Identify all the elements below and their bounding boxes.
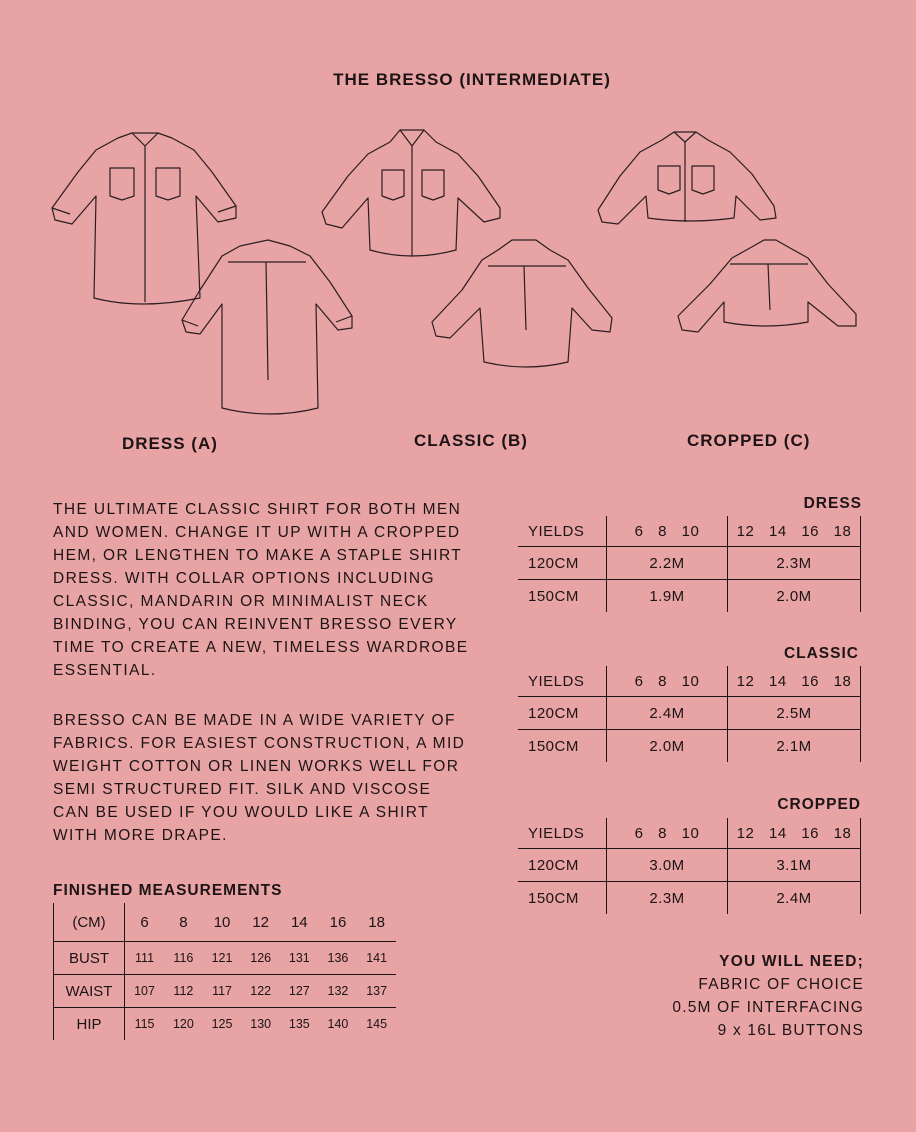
table-row [518, 666, 861, 697]
measurement-value: 137 [357, 975, 396, 1008]
description-text: THE ULTIMATE CLASSIC SHIRT FOR BOTH MEN AND WOMEN. CHANGE IT UP WITH A CROPPED HEM, OR LENGTHEN TO MAKE A STAPLE SHIRT DRESS. WITH COLLAR OPTIONS INCLUDING CLASSIC, MANDARIN OR MINIMALIST NECK BINDING, YOU CAN REINVENT BRESSO EVERY TIME TO CREATE A NEW, TIMELESS WARDROBE ESSENTIAL. [53, 501, 469, 679]
classic-front-drawing [322, 130, 500, 256]
size-header: 18 [368, 913, 385, 931]
measurement-value: 130 [241, 1008, 280, 1041]
measurement-value: 111 [125, 942, 165, 975]
measurement-value: 145 [357, 1008, 396, 1041]
table-row [518, 580, 861, 613]
fabric-width: 150CM [518, 580, 607, 613]
measurement-label: BUST [54, 942, 125, 975]
fabric-width: 120CM [518, 547, 607, 580]
description-paragraph-2 [53, 709, 473, 847]
measurements-title: FINISHED MEASUREMENTS [53, 882, 283, 899]
measurement-value: 140 [319, 1008, 358, 1041]
size-group-2: 12 14 16 18 [728, 818, 861, 849]
yield-table-title-cropped: CROPPED [777, 796, 861, 813]
size-group-1: 6 8 10 [607, 818, 728, 849]
yield-value: 3.0M [607, 849, 728, 882]
measurement-label: WAIST [54, 975, 125, 1008]
cropped-back-drawing [678, 240, 856, 332]
yield-table-title-classic: CLASSIC [783, 645, 859, 662]
description-paragraph-1 [53, 498, 473, 682]
table-row [518, 697, 861, 730]
table-row [518, 516, 861, 547]
table-row [518, 547, 861, 580]
table-row [518, 849, 861, 882]
measurement-value: 115 [125, 1008, 165, 1041]
table-row [54, 1008, 397, 1041]
classic-back-drawing [432, 240, 612, 367]
dress-back-drawing [182, 240, 352, 414]
size-header: 14 [290, 913, 308, 931]
size-group-2: 12 14 16 18 [728, 516, 861, 547]
yield-value: 1.9M [607, 580, 728, 613]
size-header: 16 [329, 913, 347, 931]
yield-value: 3.1M [728, 849, 861, 882]
yield-value: 2.3M [607, 882, 728, 915]
measurement-value: 125 [203, 1008, 242, 1041]
measurement-value: 132 [319, 975, 358, 1008]
size-group-2: 12 14 16 18 [728, 666, 861, 697]
measurement-value: 121 [203, 942, 242, 975]
yield-header-label: YIELDS [518, 666, 607, 697]
fabric-width: 120CM [518, 849, 607, 882]
yield-value: 2.0M [728, 580, 861, 613]
size-group-1: 6 8 10 [607, 666, 728, 697]
measurement-value: 116 [164, 942, 203, 975]
yield-value: 2.4M [607, 697, 728, 730]
you-will-need [672, 950, 864, 1042]
fabric-width: 150CM [518, 730, 607, 763]
fabric-width: 120CM [518, 697, 607, 730]
measurement-value: 141 [357, 942, 396, 975]
size-header: 6 [140, 913, 149, 931]
dress-front-drawing [52, 133, 236, 304]
measurement-unit: (CM) [54, 903, 125, 942]
measurement-value: 131 [280, 942, 319, 975]
yield-header-label: YIELDS [518, 818, 607, 849]
description-text: BRESSO CAN BE MADE IN A WIDE VARIETY OF FABRICS. FOR EASIEST CONSTRUCTION, A MID WEIGHT COTTON OR LINEN WORKS WELL FOR SEMI STRUCTURED FIT. SILK AND VISCOSE CAN BE USED IF YOU WOULD LIKE A SHIRT WITH MORE DRAPE. [53, 712, 466, 844]
page-title: THE BRESSO (INTERMEDIATE) [333, 70, 611, 89]
yield-value: 2.4M [728, 882, 861, 915]
yield-value: 2.3M [728, 547, 861, 580]
cropped-front-drawing [598, 132, 776, 224]
measurement-value: 135 [280, 1008, 319, 1041]
size-header: 12 [252, 913, 270, 931]
you-will-need-heading: YOU WILL NEED; [719, 953, 864, 970]
supply-item: FABRIC OF CHOICE [698, 976, 864, 993]
yield-table-classic [518, 666, 861, 762]
yield-value: 2.5M [728, 697, 861, 730]
table-row [518, 818, 861, 849]
measurement-value: 127 [280, 975, 319, 1008]
measurement-value: 122 [241, 975, 280, 1008]
view-label-cropped: CROPPED (C) [687, 431, 811, 450]
measurement-value: 112 [164, 975, 203, 1008]
yield-value: 2.2M [607, 547, 728, 580]
view-label-classic: CLASSIC (B) [414, 431, 528, 450]
garment-illustrations [0, 120, 916, 430]
table-row [518, 882, 861, 915]
yield-header-label: YIELDS [518, 516, 607, 547]
yield-value: 2.0M [607, 730, 728, 763]
table-row [54, 903, 397, 942]
supply-item: 0.5M OF INTERFACING [672, 999, 864, 1016]
yield-value: 2.1M [728, 730, 861, 763]
measurement-value: 126 [241, 942, 280, 975]
table-row [518, 730, 861, 763]
size-header: 8 [179, 913, 188, 931]
table-row [54, 975, 397, 1008]
measurement-value: 136 [319, 942, 358, 975]
view-label-dress: DRESS (A) [122, 434, 218, 453]
yield-table-title-dress: DRESS [803, 495, 862, 512]
size-header: 10 [213, 913, 231, 931]
yield-table-cropped [518, 818, 861, 914]
measurement-label: HIP [54, 1008, 125, 1041]
fabric-width: 150CM [518, 882, 607, 915]
measurements-table [53, 903, 396, 1040]
size-group-1: 6 8 10 [607, 516, 728, 547]
table-row [54, 942, 397, 975]
measurement-value: 120 [164, 1008, 203, 1041]
yield-table-dress [518, 516, 861, 612]
measurement-value: 117 [203, 975, 242, 1008]
measurement-value: 107 [125, 975, 165, 1008]
supply-item: 9 x 16L BUTTONS [717, 1022, 864, 1039]
